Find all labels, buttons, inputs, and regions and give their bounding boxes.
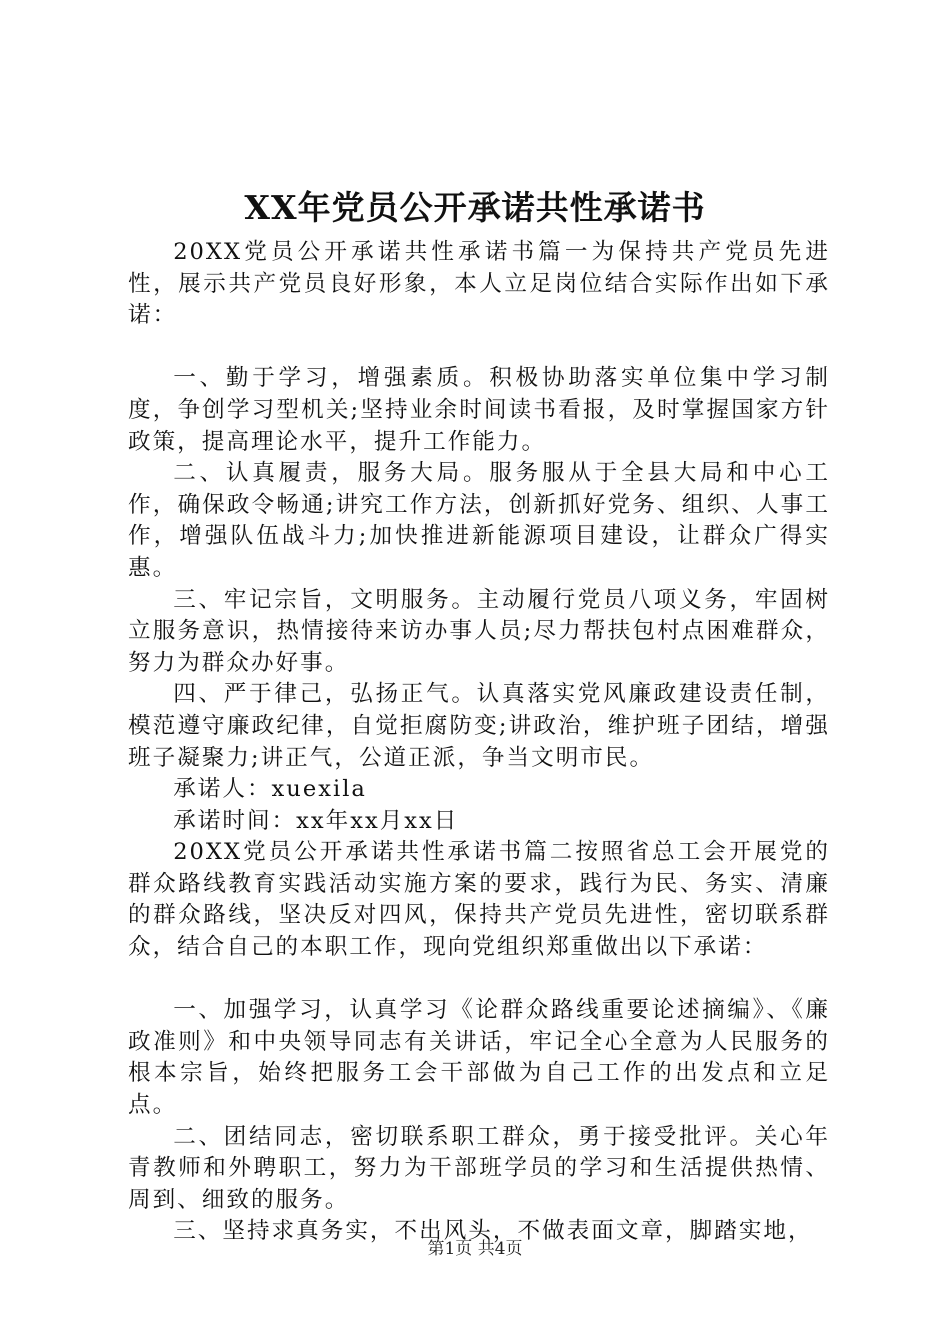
page-number-footer: 第1页 共4页	[427, 1239, 523, 1259]
document-title: XX年党员公开承诺共性承诺书	[244, 188, 706, 227]
paragraph-intro-1: 20XX党员公开承诺共性承诺书篇一为保持共产党员先进性，展示共产党员良好形象，本人立足岗位结合实际作出如下承诺：	[128, 239, 830, 329]
paragraph-item-4: 四、严于律己，弘扬正气。认真落实党风廉政建设责任制，模范遵守廉政纪律，自觉拒腐防变;讲政治，维护班子团结，增强班子凝聚力;讲正气，公道正派，争当文明市民。	[128, 681, 830, 771]
paragraph-item-1: 一、勤于学习，增强素质。积极协助落实单位集中学习制度，争创学习型机关;坚持业余时间读书看报，及时掌握国家方针政策，提高理论水平，提升工作能力。	[128, 365, 830, 455]
paragraph-item-3: 三、牢记宗旨，文明服务。主动履行党员八项义务，牢固树立服务意识，热情接待来访办事人员;尽力帮扶包村点困难群众，努力为群众办好事。	[128, 586, 830, 676]
paragraph-gap	[128, 332, 830, 364]
paragraph-item-2: 二、认真履责，服务大局。服务服从于全县大局和中心工作，确保政令畅通;讲究工作方法，创新抓好党务、组织、人事工作，增强队伍战斗力;加快推进新能源项目建设，让群众广得实惠。	[128, 460, 830, 581]
document-body	[128, 237, 830, 1248]
paragraph-item-7: 三、坚持求真务实，不出风头，不做表面文章，脚踏实地，	[173, 1218, 813, 1245]
paragraph-item-6: 二、团结同志，密切联系职工群众，勇于接受批评。关心年青教师和外聘职工，努力为干部班学员的学习和生活提供热情、周到、细致的服务。	[128, 1123, 830, 1213]
paragraph-intro-2: 20XX党员公开承诺共性承诺书篇二按照省总工会开展党的群众路线教育实践活动实施方案的要求，践行为民、务实、清廉的群众路线，坚决反对四风，保持共产党员先进性，密切联系群众，结合自己的本职工作，现向党组织郑重做出以下承诺：	[128, 839, 830, 961]
paragraph-gap	[128, 964, 830, 996]
pledger-line: 承诺人：xuexila	[173, 776, 367, 803]
pledge-date-line: 承诺时间：xx年xx月xx日	[173, 807, 459, 834]
paragraph-item-5: 一、加强学习，认真学习《论群众路线重要论述摘编》、《廉政准则》和中央领导同志有关讲话，牢记全心全意为人民服务的根本宗旨，始终把服务工会干部做为自己工作的出发点和立足点。	[128, 997, 830, 1119]
